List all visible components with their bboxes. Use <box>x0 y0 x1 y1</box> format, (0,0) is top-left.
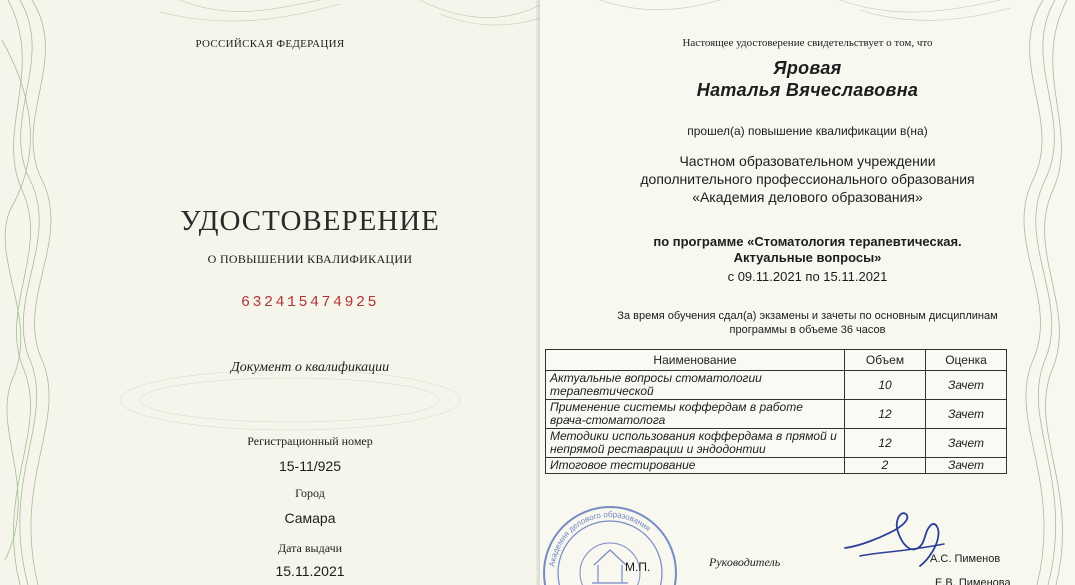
discipline-grade: Зачет <box>926 458 1007 474</box>
head-name: А.С. Пименов <box>930 553 1001 565</box>
secretary-name: Е.В. Пименова <box>935 577 1011 585</box>
discipline-name: Актуальные вопросы стоматологии терапевтической <box>546 371 845 400</box>
exams-line-1: За время обучения сдал(а) экзамены и зачеты по основным дисциплинам <box>617 310 998 322</box>
discipline-volume: 12 <box>845 429 926 458</box>
discipline-volume: 10 <box>845 371 926 400</box>
discipline-name: Применение системы коффердам в работе врача-стоматолога <box>546 400 845 429</box>
holder-given-names: Наталья Вячеславовна <box>696 80 919 100</box>
discipline-volume: 2 <box>845 458 926 474</box>
stamp-text: Академия делового образования <box>547 509 653 568</box>
institution-line-3: «Академия делового образования» <box>692 189 923 205</box>
stamp-place-label: М.П. <box>625 560 651 574</box>
document-title: УДОСТОВЕРЕНИЕ <box>180 205 440 237</box>
reg-number-label: Регистрационный номер <box>247 434 373 448</box>
issue-date-value: 15.11.2021 <box>275 563 345 579</box>
official-stamp <box>540 495 682 585</box>
city-label: Город <box>295 486 325 500</box>
institution-line-1: Частном образовательном учреждении <box>679 153 936 169</box>
document-subtitle: О ПОВЫШЕНИИ КВАЛИФИКАЦИИ <box>207 252 413 266</box>
table-row <box>546 429 1007 458</box>
table-header-row <box>546 350 1007 371</box>
institution-line-2: дополнительного профессионального образования <box>640 171 975 187</box>
table-row <box>546 400 1007 429</box>
country-label: РОССИЙСКАЯ ФЕДЕРАЦИЯ <box>195 38 345 50</box>
discipline-grade: Зачет <box>926 429 1007 458</box>
city-value: Самара <box>284 510 336 526</box>
table-row <box>546 458 1007 474</box>
column-header-name: Наименование <box>546 350 845 371</box>
exams-line-2: программы в объеме 36 часов <box>729 324 886 336</box>
program-title <box>540 234 1075 266</box>
program-line-1: по программе «Стоматология терапевтическая. <box>653 234 962 249</box>
discipline-name: Итоговое тестирование <box>546 458 845 474</box>
discipline-grade: Зачет <box>926 371 1007 400</box>
program-dates: с 09.11.2021 по 15.11.2021 <box>727 269 888 284</box>
column-header-grade: Оценка <box>926 350 1007 371</box>
reg-number-value: 15-11/925 <box>278 458 341 474</box>
holder-surname: Яровая <box>773 58 842 78</box>
qualification-statement: прошел(а) повышение квалификации в(на) <box>687 124 928 138</box>
column-header-volume: Объем <box>845 350 926 371</box>
certificate-intro: Настоящее удостоверение свидетельствует о том, что <box>682 37 933 49</box>
issue-date-label: Дата выдачи <box>277 541 343 555</box>
right-page <box>540 0 1075 585</box>
disciplines-table <box>545 349 1007 474</box>
exams-statement <box>540 309 1075 337</box>
program-line-2: Актуальные вопросы» <box>733 250 882 265</box>
discipline-grade: Зачет <box>926 400 1007 429</box>
discipline-volume: 12 <box>845 400 926 429</box>
document-number: 632415474925 <box>240 294 380 311</box>
discipline-name: Методики использования коффердама в прямой и непрямой реставрации и эндодонтии <box>546 429 845 458</box>
document-type: Документ о квалификации <box>230 360 390 375</box>
table-row <box>546 371 1007 400</box>
head-label: Руководитель <box>709 555 781 569</box>
